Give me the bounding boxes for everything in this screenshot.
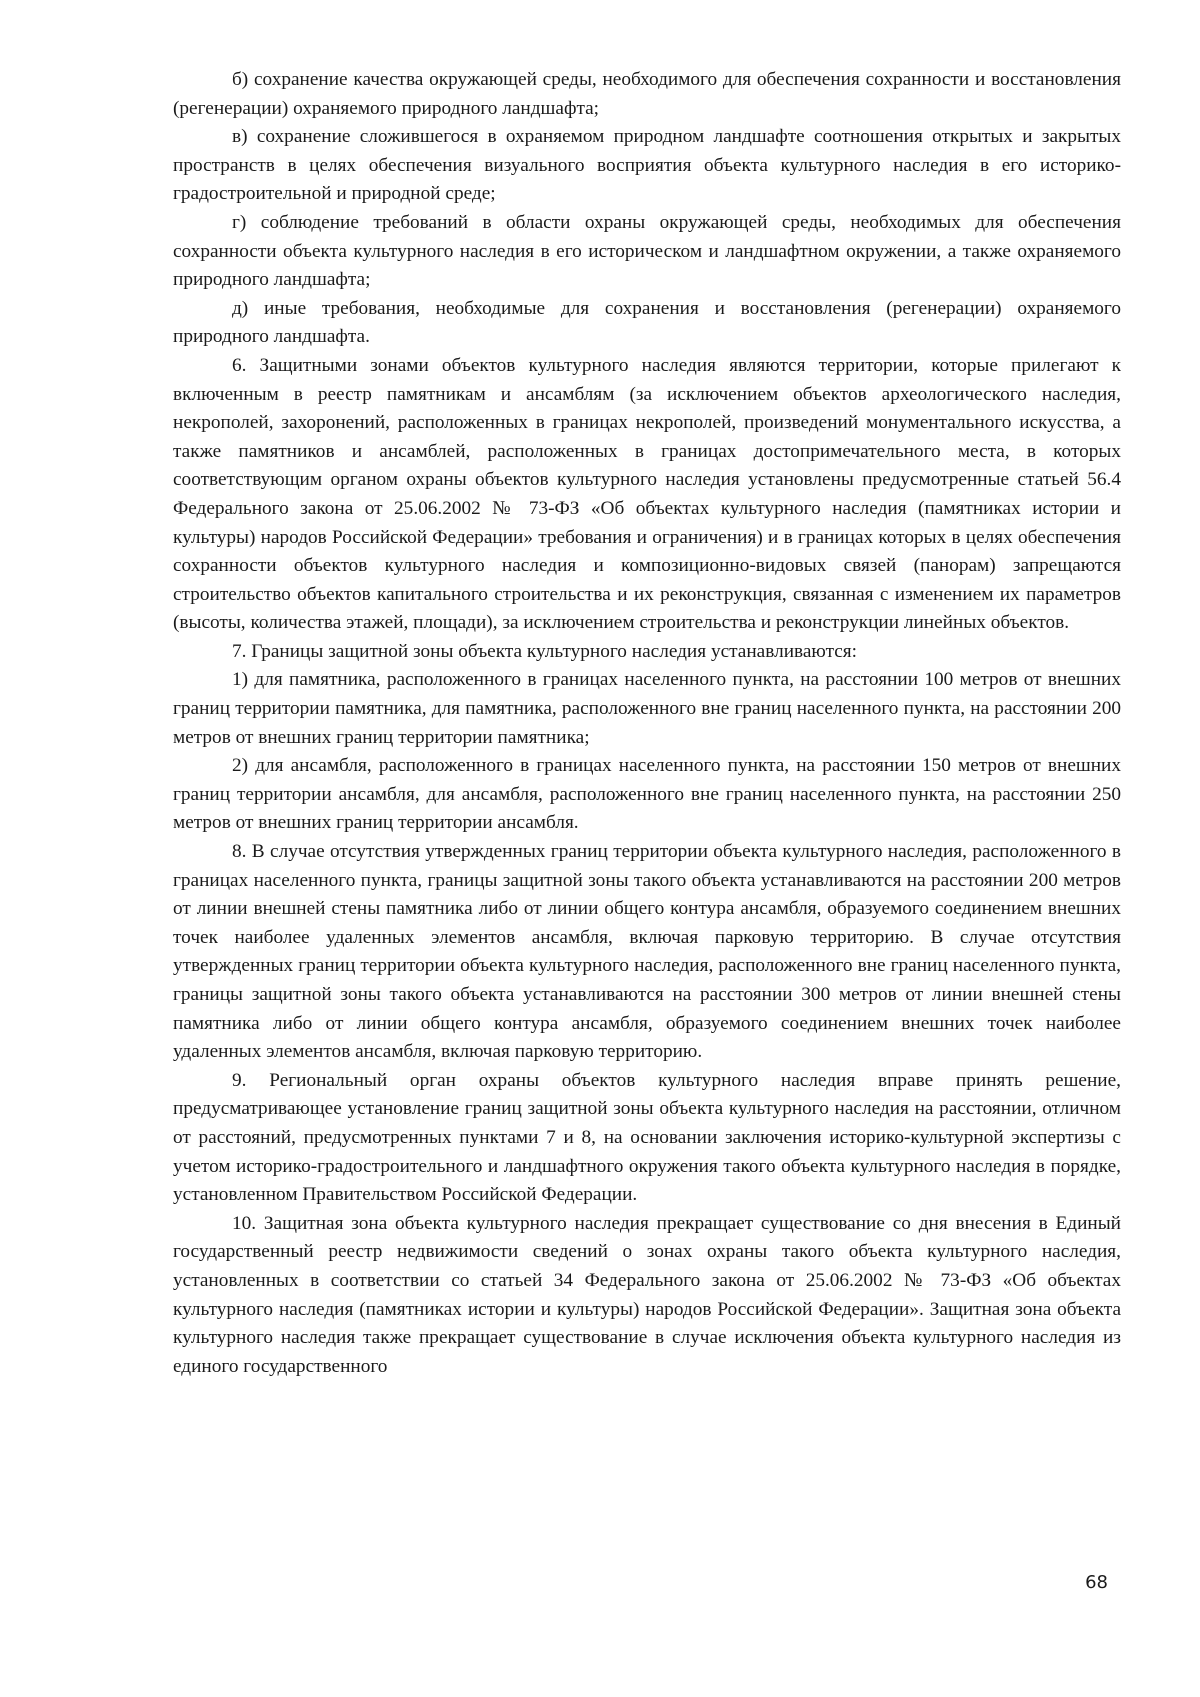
paragraph-clause-7-item-2: 2) для ансамбля, расположенного в границах населенного пункта, на расстоянии 150 метров от внешних границ территории ансамбля, для ансамбля, расположенного вне границ населенного пункта, на расстоянии 250 метров от внешних границ территории ансамбля. bbox=[173, 755, 1121, 834]
paragraph-item-d: д) иные требования, необходимые для сохранения и восстановления (регенерации) охраняемого природного ландшафта. bbox=[173, 297, 1121, 348]
paragraph-clause-6: 6. Защитными зонами объектов культурного наследия являются территории, которые прилегают к включенным в реестр памятникам и ансамблям (за исключением объектов археологического наследия, некрополей, захоронений, расположенных в границах некрополей, произведений монументального искусства, а также памятников и ансамблей, расположенных в границах достопримечательного места, в которых соответствующим органом охраны объектов культурного наследия установлены предусмотренные статьей 56.4 Федерального закона от 25.06.2002 № 73-ФЗ «Об объектах культурного наследия (памятниках истории и культуры) народов Российской Федерации» требования и ограничения) и в границах которых в целях обеспечения сохранности объектов культурного наследия и композиционно-видовых связей (панорам) запрещаются строительство объектов капитального строительства и их реконструкция, связанная с изменением их параметров (высоты, количества этажей, площади), за исключением строительства и реконструкции линейных объектов. bbox=[173, 354, 1121, 634]
paragraph-clause-7: 7. Границы защитной зоны объекта культурного наследия устанавливаются: bbox=[232, 640, 858, 662]
paragraph-item-g: г) соблюдение требований в области охраны окружающей среды, необходимых для обеспечения сохранности объекта культурного наследия в его историческом и ландшафтном окружении, а также охраняемого природного ландшафта; bbox=[173, 211, 1121, 291]
page-number: 68 bbox=[1085, 1572, 1108, 1593]
paragraph-clause-9: 9. Региональный орган охраны объектов культурного наследия вправе принять решение, предусматривающее установление границ защитной зоны объекта культурного наследия на расстоянии, отличном от расстояний, предусмотренных пунктами 7 и 8, на основании заключения историко-культурной экспертизы с учетом историко-градостроительного и ландшафтного окружения такого объекта культурного наследия в порядке, установленном Правительством Российской Федерации. bbox=[173, 1069, 1121, 1206]
paragraph-clause-8: 8. В случае отсутствия утвержденных границ территории объекта культурного наследия, расположенного в границах населенного пункта, границы защитной зоны такого объекта устанавливаются на расстоянии 200 метров от линии внешней стены памятника либо от линии общего контура ансамбля, образуемого соединением внешних точек наиболее удаленных элементов ансамбля, включая парковую территорию. В случае отсутствия утвержденных границ территории объекта культурного наследия, расположенного вне границ населенного пункта, границы защитной зоны такого объекта устанавливаются на расстоянии 300 метров от линии внешней стены памятника либо от линии общего контура ансамбля, образуемого соединением внешних точек наиболее удаленных элементов ансамбля, включая парковую территорию. bbox=[173, 841, 1121, 1063]
document-body bbox=[173, 66, 1121, 1381]
paragraph-item-b: б) сохранение качества окружающей среды, необходимого для обеспечения сохранности и восстановления (регенерации) охраняемого природного ландшафта; bbox=[173, 69, 1121, 119]
paragraph-clause-10: 10. Защитная зона объекта культурного наследия прекращает существование со дня внесения в Единый государственный реестр недвижимости сведений о зонах охраны такого объекта культурного наследия, установленных в соответствии со статьей 34 Федерального закона от 25.06.2002 № 73-ФЗ «Об объектах культурного наследия (памятниках истории и культуры) народов Российской Федерации». Защитная зона объекта культурного наследия также прекращает существование в случае исключения объекта культурного наследия из единого государственного bbox=[173, 1212, 1121, 1377]
paragraph-clause-7-item-1: 1) для памятника, расположенного в границах населенного пункта, на расстоянии 100 метров от внешних границ территории памятника, для памятника, расположенного вне границ населенного пункта, на расстоянии 200 метров от внешних границ территории памятника; bbox=[173, 669, 1121, 748]
paragraph-item-v: в) сохранение сложившегося в охраняемом природном ландшафте соотношения открытых и закрытых пространств в целях обеспечения визуального восприятия объекта культурного наследия в его историко-градостроительной и природной среде; bbox=[173, 126, 1121, 205]
